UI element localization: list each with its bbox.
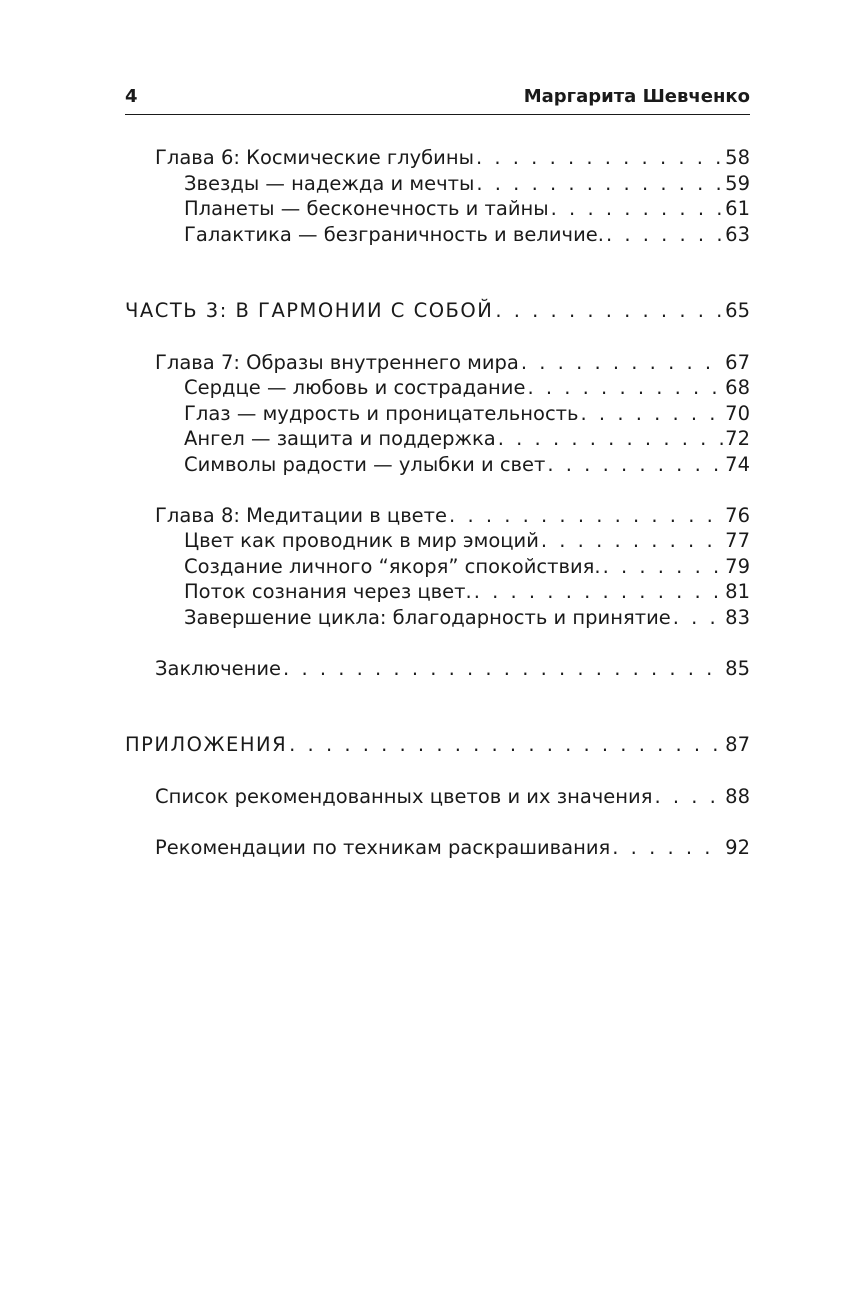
- toc-entry[interactable]: [155, 145, 750, 171]
- toc-entry-title: Глава 6: Космические глубины: [155, 146, 474, 169]
- toc-entry[interactable]: [184, 605, 750, 631]
- toc-entry-title: Галактика — безграничность и величие.: [184, 223, 604, 246]
- toc-leader-dots: [283, 656, 723, 682]
- toc-entry[interactable]: [155, 784, 750, 810]
- toc-entry[interactable]: [184, 426, 750, 452]
- toc-entry[interactable]: [184, 196, 750, 222]
- toc-entry[interactable]: [184, 554, 750, 580]
- toc-entry-title: Ангел — защита и поддержка: [184, 427, 496, 450]
- author-name: Маргарита Шевченко: [523, 86, 750, 107]
- toc-entry-title: Список рекомендованных цветов и их значения: [155, 785, 653, 808]
- toc-entry-page: 77: [725, 529, 750, 552]
- toc-part-title: ЧАСТЬ 3: В ГАРМОНИИ С СОБОЙ: [125, 299, 494, 322]
- toc-entry-title: Создание личного “якоря” спокойствия.: [184, 555, 601, 578]
- toc-entry-title: Цвет как проводник в мир эмоций: [184, 529, 539, 552]
- toc-leader-dots: [606, 222, 723, 248]
- toc-entry-title: Планеты — бесконечность и тайны: [184, 197, 549, 220]
- toc-part-entry[interactable]: [125, 298, 750, 324]
- toc-entry[interactable]: [155, 503, 750, 529]
- toc-leader-dots: [603, 554, 724, 580]
- toc-leader-dots: [289, 732, 723, 758]
- toc-entry[interactable]: [155, 656, 750, 682]
- toc-leader-dots: [495, 298, 723, 324]
- toc-entry-page: 67: [725, 351, 750, 374]
- toc-entry-title: Сердце — любовь и сострадание: [184, 376, 526, 399]
- toc-entry[interactable]: [155, 835, 750, 861]
- toc-leader-dots: [527, 375, 723, 401]
- toc-entry-title: Глаз — мудрость и проницательность: [184, 402, 579, 425]
- toc-entry-page: 65: [725, 299, 750, 322]
- toc-entry-page: 81: [725, 580, 750, 603]
- toc-entry[interactable]: [184, 579, 750, 605]
- toc-part-title: ПРИЛОЖЕНИЯ: [125, 733, 288, 756]
- toc-entry[interactable]: [184, 171, 750, 197]
- toc-leader-dots: [547, 452, 723, 478]
- toc-entry-page: 70: [725, 402, 750, 425]
- toc-entry-page: 88: [725, 785, 750, 808]
- toc-entry-page: 79: [725, 555, 750, 578]
- toc-leader-dots: [498, 426, 723, 452]
- toc-entry[interactable]: [155, 350, 750, 376]
- toc-entry[interactable]: [184, 222, 750, 248]
- toc-entry-page: 58: [725, 146, 750, 169]
- toc-entry-page: 83: [725, 606, 750, 629]
- toc-entry-page: 85: [725, 657, 750, 680]
- toc-leader-dots: [654, 784, 723, 810]
- toc-leader-dots: [541, 528, 723, 554]
- toc-entry[interactable]: [184, 401, 750, 427]
- toc-entry-title: Глава 8: Медитации в цвете: [155, 504, 448, 527]
- page-number: 4: [125, 86, 138, 107]
- toc-entry-page: 74: [725, 453, 750, 476]
- toc-entry-page: 76: [725, 504, 750, 527]
- toc-entry-title: Символы радости — улыбки и свет: [184, 453, 546, 476]
- toc-entry-title: Завершение цикла: благодарность и принятие: [184, 606, 671, 629]
- toc-entry-title: Поток сознания через цвет.: [184, 580, 472, 603]
- toc-entry[interactable]: [184, 528, 750, 554]
- toc-leader-dots: [581, 401, 724, 427]
- toc-entry-title: Звезды — надежда и мечты: [184, 172, 475, 195]
- toc-leader-dots: [474, 579, 723, 605]
- toc-entry-page: 59: [725, 172, 750, 195]
- toc-entry-title: Глава 7: Образы внутреннего мира: [155, 351, 519, 374]
- toc-leader-dots: [476, 145, 723, 171]
- toc-entry[interactable]: [184, 452, 750, 478]
- toc-entry-page: 72: [725, 427, 750, 450]
- toc-leader-dots: [521, 350, 723, 376]
- toc-leader-dots: [673, 605, 723, 631]
- toc-entry-page: 63: [725, 223, 750, 246]
- toc-entry-page: 87: [725, 733, 750, 756]
- toc-entry-title: Заключение: [155, 657, 282, 680]
- toc-leader-dots: [551, 196, 724, 222]
- toc-entry-page: 68: [725, 376, 750, 399]
- toc-leader-dots: [449, 503, 723, 529]
- toc-entry-title: Рекомендации по техникам раскрашивания: [155, 836, 611, 859]
- toc-entry-page: 61: [725, 197, 750, 220]
- toc-entry-page: 92: [725, 836, 750, 859]
- toc-entry[interactable]: [184, 375, 750, 401]
- toc-leader-dots: [476, 171, 723, 197]
- toc-leader-dots: [612, 835, 723, 861]
- running-header: [125, 84, 750, 115]
- toc-part-entry[interactable]: [125, 732, 750, 758]
